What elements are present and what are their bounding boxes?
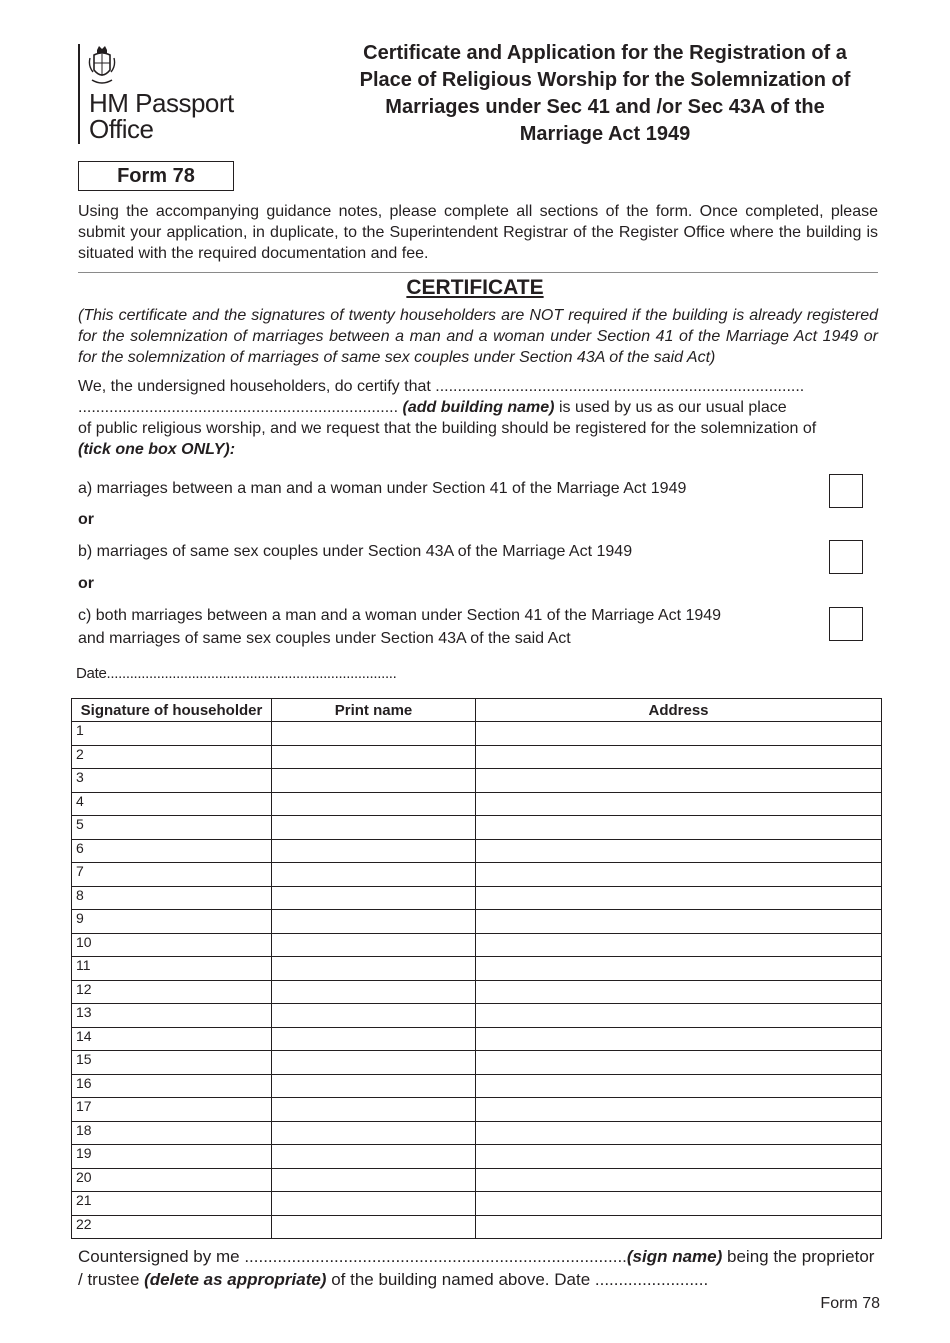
delete-as-appropriate-hint: (delete as appropriate) [144, 1270, 327, 1289]
add-building-name-hint: (add building name) [402, 399, 555, 416]
certify-line-3: of public religious worship, and we request that the building should be registered for the solemnization of [78, 420, 817, 437]
intro-text: Using the accompanying guidance notes, please complete all sections of the form. Once completed, please submit your application, in duplicate, to the Superintendent Registrar of the Register Office where the building is situated with the required documentation and fee. [78, 203, 878, 262]
table-row [72, 792, 882, 816]
table-row [72, 745, 882, 769]
countersign-part-3[interactable]: of the building named above. Date ........................ [326, 1270, 709, 1289]
tick-one-box-instruction: (tick one box ONLY): [78, 441, 236, 458]
logo-text [89, 90, 234, 142]
print-name-cell[interactable] [272, 745, 476, 769]
print-name-cell[interactable] [272, 1027, 476, 1051]
print-name-cell[interactable] [272, 910, 476, 934]
royal-crest-icon [88, 44, 116, 88]
certificate-note: (This certificate and the signatures of twenty householders are NOT required if the building is already registered for the solemnization of marriages between a man and a woman under Section 41 of the Marriage Act 1949 or for the solemnization of marriages of same sex couples under Section 43A of the said Act) [78, 307, 878, 366]
table-row [72, 863, 882, 887]
building-name-blank[interactable]: ........................................................................ [78, 399, 399, 416]
table-row [72, 1027, 882, 1051]
signature-cell[interactable]: 4 [72, 792, 272, 816]
title-line-3: Marriages under Sec 41 and /or Sec 43A of the [385, 96, 825, 118]
print-name-cell[interactable] [272, 1074, 476, 1098]
address-cell[interactable] [476, 933, 882, 957]
signature-cell[interactable]: 21 [72, 1192, 272, 1216]
date-field[interactable]: Date........................................................................... [76, 665, 397, 682]
print-name-cell[interactable] [272, 1168, 476, 1192]
option-a-label: a) marriages between a man and a woman under Section 41 of the Marriage Act 1949 [78, 480, 687, 497]
signature-cell[interactable]: 17 [72, 1098, 272, 1122]
address-cell[interactable] [476, 816, 882, 840]
signature-cell[interactable]: 19 [72, 1145, 272, 1169]
signature-cell[interactable]: 14 [72, 1027, 272, 1051]
table-row [72, 1215, 882, 1239]
print-name-cell[interactable] [272, 886, 476, 910]
table-row [72, 957, 882, 981]
householder-signature-table [71, 698, 882, 1239]
print-name-cell[interactable] [272, 1192, 476, 1216]
header-print-name: Print name [272, 699, 476, 722]
signature-cell[interactable]: 10 [72, 933, 272, 957]
countersign-text [78, 1245, 880, 1291]
address-cell[interactable] [476, 745, 882, 769]
table-row [72, 1168, 882, 1192]
option-c-checkbox[interactable] [829, 607, 863, 641]
address-cell[interactable] [476, 722, 882, 746]
table-row [72, 839, 882, 863]
certify-line-1[interactable]: We, the undersigned householders, do certify that ................................................................................... [78, 378, 805, 395]
print-name-cell[interactable] [272, 792, 476, 816]
address-cell[interactable] [476, 792, 882, 816]
signature-cell[interactable]: 12 [72, 980, 272, 1004]
option-b-label: b) marriages of same sex couples under Section 43A of the Marriage Act 1949 [78, 543, 633, 560]
table-row [72, 722, 882, 746]
table-row [72, 1121, 882, 1145]
countersign-part-1[interactable]: Countersigned by me ................................................................................. [78, 1247, 627, 1266]
print-name-cell[interactable] [272, 1145, 476, 1169]
title-line-1: Certificate and Application for the Registration of a [363, 42, 847, 64]
address-cell[interactable] [476, 886, 882, 910]
certificate-heading: CERTIFICATE [406, 276, 544, 299]
certify-line-2-rest: is used by us as our usual place [554, 399, 787, 416]
address-cell[interactable] [476, 1168, 882, 1192]
or-separator-2: or [78, 575, 94, 592]
option-c-label [78, 604, 721, 650]
table-row [72, 980, 882, 1004]
print-name-cell[interactable] [272, 839, 476, 863]
table-row [72, 933, 882, 957]
address-cell[interactable] [476, 1098, 882, 1122]
logo-line-1: HM Passport [89, 88, 234, 118]
signature-cell[interactable]: 22 [72, 1215, 272, 1239]
signature-cell[interactable]: 8 [72, 886, 272, 910]
address-cell[interactable] [476, 910, 882, 934]
signature-cell[interactable]: 2 [72, 745, 272, 769]
signature-cell[interactable]: 7 [72, 863, 272, 887]
print-name-cell[interactable] [272, 1121, 476, 1145]
logo-line-2: Office [89, 114, 154, 144]
countersign-part-2: being the proprietor / trustee [78, 1247, 875, 1289]
section-divider [78, 272, 878, 273]
signature-cell[interactable]: 5 [72, 816, 272, 840]
signature-cell[interactable]: 18 [72, 1121, 272, 1145]
print-name-cell[interactable] [272, 769, 476, 793]
address-cell[interactable] [476, 980, 882, 1004]
address-cell[interactable] [476, 1215, 882, 1239]
document-title [320, 40, 890, 148]
option-c-line-2: and marriages of same sex couples under Section 43A of the said Act [78, 630, 571, 647]
signature-cell[interactable]: 13 [72, 1004, 272, 1028]
signature-cell[interactable]: 9 [72, 910, 272, 934]
signature-cell[interactable]: 1 [72, 722, 272, 746]
form-number-box: Form 78 [78, 161, 234, 191]
table-row [72, 886, 882, 910]
signature-cell[interactable]: 15 [72, 1051, 272, 1075]
address-cell[interactable] [476, 1121, 882, 1145]
option-a-checkbox[interactable] [829, 474, 863, 508]
address-cell[interactable] [476, 769, 882, 793]
address-cell[interactable] [476, 1074, 882, 1098]
sign-name-hint: (sign name) [626, 1247, 723, 1266]
title-line-2: Place of Religious Worship for the Solemnization of [359, 69, 851, 91]
print-name-cell[interactable] [272, 1215, 476, 1239]
signature-cell[interactable]: 6 [72, 839, 272, 863]
table-row [72, 1145, 882, 1169]
signature-cell[interactable]: 11 [72, 957, 272, 981]
signature-cell[interactable]: 16 [72, 1074, 272, 1098]
print-name-cell[interactable] [272, 1004, 476, 1028]
logo-divider [78, 44, 80, 144]
table-row [72, 1004, 882, 1028]
address-cell[interactable] [476, 1027, 882, 1051]
print-name-cell[interactable] [272, 1051, 476, 1075]
signature-cell[interactable]: 20 [72, 1168, 272, 1192]
table-row [72, 910, 882, 934]
print-name-cell[interactable] [272, 980, 476, 1004]
option-c-line-1: c) both marriages between a man and a woman under Section 41 of the Marriage Act 1949 [78, 607, 722, 624]
print-name-cell[interactable] [272, 722, 476, 746]
print-name-cell[interactable] [272, 863, 476, 887]
table-row [72, 1074, 882, 1098]
signature-cell[interactable]: 3 [72, 769, 272, 793]
address-cell[interactable] [476, 839, 882, 863]
footer-form-number: Form 78 [820, 1295, 880, 1312]
print-name-cell[interactable] [272, 933, 476, 957]
address-cell[interactable] [476, 1051, 882, 1075]
certify-line-2 [78, 397, 787, 418]
table-row [72, 816, 882, 840]
address-cell[interactable] [476, 863, 882, 887]
table-row [72, 1098, 882, 1122]
print-name-cell[interactable] [272, 1098, 476, 1122]
print-name-cell[interactable] [272, 816, 476, 840]
print-name-cell[interactable] [272, 957, 476, 981]
table-row [72, 1051, 882, 1075]
title-line-4: Marriage Act 1949 [519, 123, 691, 145]
address-cell[interactable] [476, 1004, 882, 1028]
address-cell[interactable] [476, 1192, 882, 1216]
header-address: Address [476, 699, 882, 722]
header-signature: Signature of householder [72, 699, 272, 722]
address-cell[interactable] [476, 957, 882, 981]
option-b-checkbox[interactable] [829, 540, 863, 574]
address-cell[interactable] [476, 1145, 882, 1169]
or-separator-1: or [78, 511, 94, 528]
table-row [72, 769, 882, 793]
table-row [72, 1192, 882, 1216]
table-header-row [72, 699, 882, 722]
